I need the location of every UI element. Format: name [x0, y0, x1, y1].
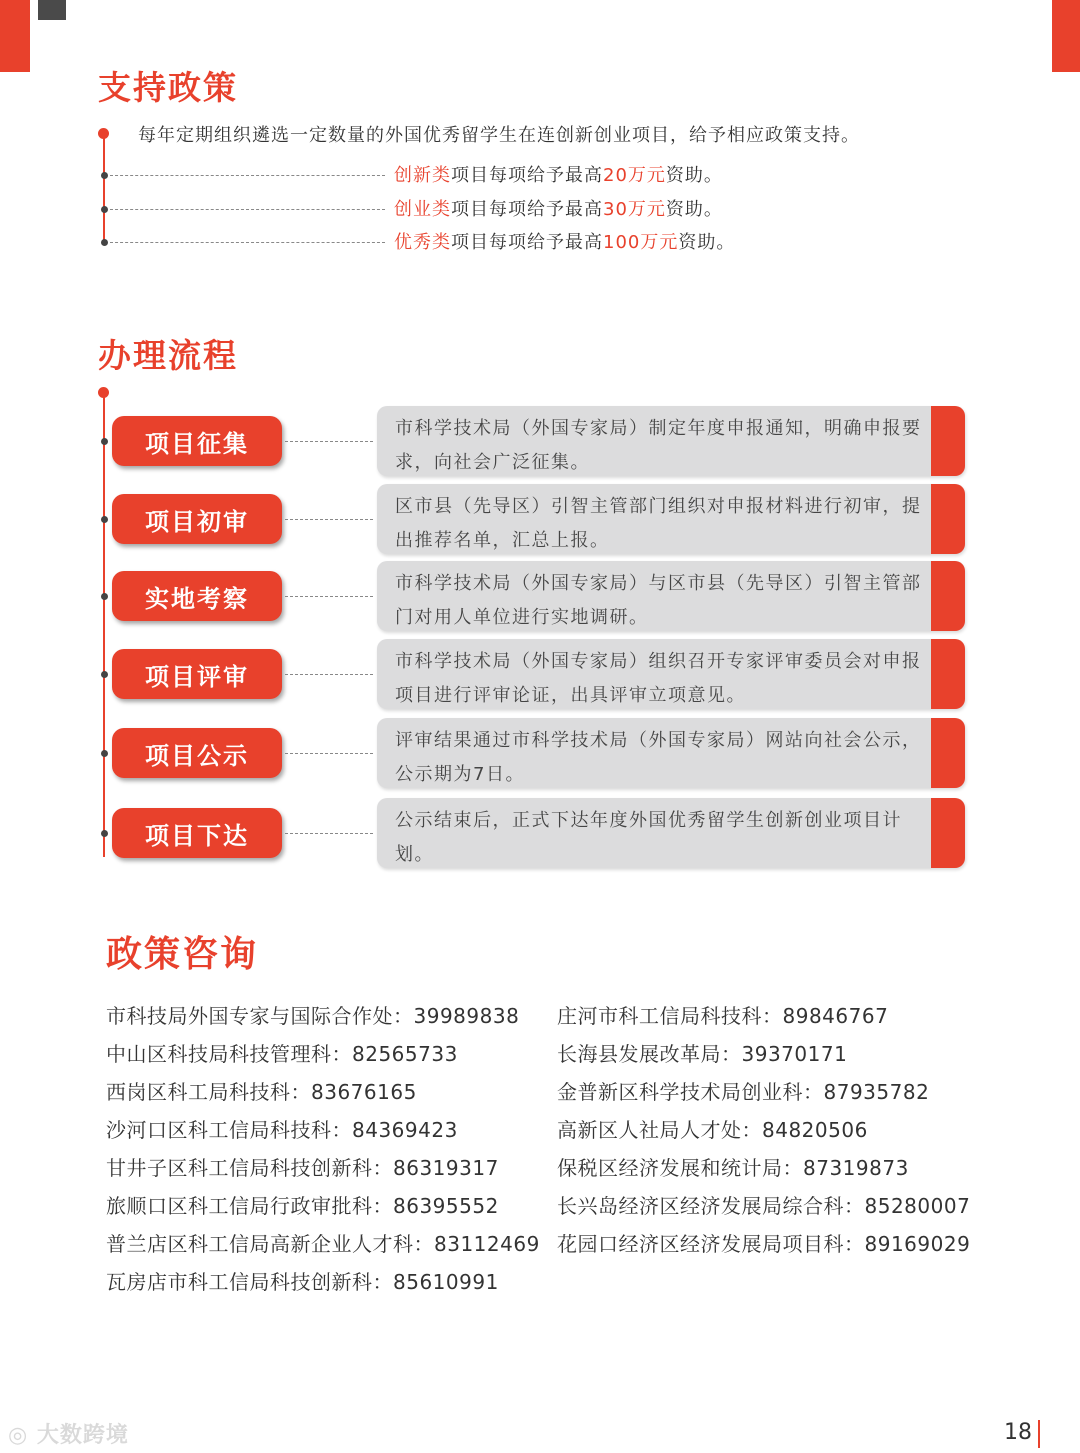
policy-item: [394, 228, 735, 254]
contact-item: 金普新区科学技术局创业科：87935782: [557, 1080, 930, 1104]
policy-item: [394, 161, 723, 187]
policy-item-text: 项目每项给予最高: [451, 165, 603, 186]
contact-item: 中山区科技局科技管理科：82565733: [106, 1042, 458, 1066]
step-connector: [285, 441, 373, 442]
step-connector: [285, 833, 373, 834]
step-label: 项目初审: [112, 494, 282, 544]
contact-item: 沙河口区科工信局科技科：84369423: [106, 1118, 458, 1142]
policy-title: 支持政策: [98, 68, 238, 107]
step-dot: [101, 593, 108, 600]
step-box-tab: [931, 484, 965, 554]
watermark-logo-icon: ◎: [8, 1423, 29, 1448]
policy-item-leader: [110, 175, 385, 176]
contact-item: 花园口经济区经济发展局项目科：89169029: [557, 1232, 971, 1256]
step-label: 项目公示: [112, 728, 282, 778]
policy-item-dot: [101, 206, 108, 213]
process-title: 办理流程: [98, 336, 238, 375]
policy-item-text-end: 资助。: [665, 165, 723, 186]
step-box-tab: [931, 406, 965, 476]
step-description-box: [377, 561, 965, 631]
step-description: 市科学技术局（外国专家局）制定年度申报通知，明确申报要求，向社会广泛征集。: [395, 418, 922, 473]
contact-item: 旅顺口区科工信局行政审批科：86395552: [106, 1194, 499, 1218]
page-number-bar: [1038, 1420, 1040, 1448]
step-description: 区市县（先导区）引智主管部门组织对申报材料进行初审，提出推荐名单，汇总上报。: [395, 496, 922, 551]
policy-item-leader: [110, 209, 385, 210]
policy-item-text-end: 资助。: [665, 199, 723, 220]
contact-item: 长海县发展改革局：39370171: [557, 1042, 848, 1066]
step-label: 项目下达: [112, 808, 282, 858]
step-connector: [285, 753, 373, 754]
watermark-text: 大数跨境: [36, 1423, 129, 1448]
step-box-tab: [931, 798, 965, 868]
contact-item: 甘井子区科工信局科技创新科：86319317: [106, 1156, 499, 1180]
policy-item-dot: [101, 239, 108, 246]
contact-item: 长兴岛经济区经济发展局综合科：85280007: [557, 1194, 971, 1218]
watermark: [8, 1418, 129, 1449]
step-dot: [101, 750, 108, 757]
policy-item-amount: 30万元: [603, 199, 666, 220]
corner-accent-left: [0, 0, 30, 72]
step-connector: [285, 519, 373, 520]
policy-item-amount: 20万元: [603, 165, 666, 186]
page-number: 18: [1004, 1420, 1032, 1445]
process-timeline: [103, 392, 105, 857]
contact-item: 瓦房店市科工信局科技创新科：85610991: [106, 1270, 499, 1294]
step-description-box: [377, 718, 965, 788]
step-description-box: [377, 798, 965, 868]
step-label: 项目征集: [112, 416, 282, 466]
step-box-tab: [931, 718, 965, 788]
policy-item: [394, 195, 723, 221]
contact-item: 西岗区科工局科技科：83676165: [106, 1080, 417, 1104]
step-description-box: [377, 639, 965, 709]
policy-item-category: 创业类: [394, 199, 451, 220]
step-box-tab: [931, 561, 965, 631]
contact-item: 市科技局外国专家与国际合作处：39989838: [106, 1004, 520, 1028]
step-label: 实地考察: [112, 571, 282, 621]
policy-timeline-dot: [98, 128, 109, 139]
policy-item-text: 项目每项给予最高: [451, 199, 603, 220]
policy-item-category: 创新类: [394, 165, 451, 186]
policy-item-text: 项目每项给予最高: [451, 232, 603, 253]
contact-item: 庄河市科工信局科技科：89846767: [557, 1004, 889, 1028]
corner-accent-right: [1052, 0, 1080, 72]
policy-item-text-end: 资助。: [678, 232, 736, 253]
policy-item-dot: [101, 172, 108, 179]
step-connector: [285, 674, 373, 675]
step-connector: [285, 596, 373, 597]
process-timeline-dot: [98, 387, 109, 398]
step-description-box: [377, 406, 965, 476]
consult-title: 政策咨询: [106, 934, 259, 975]
step-box-tab: [931, 639, 965, 709]
policy-item-leader: [110, 242, 385, 243]
step-description: 市科学技术局（外国专家局）组织召开专家评审委员会对申报项目进行评审论证，出具评审立项意见。: [395, 651, 922, 706]
contact-item: 普兰店区科工信局高新企业人才科：83112469: [106, 1232, 540, 1256]
policy-timeline: [103, 133, 105, 245]
step-dot: [101, 438, 108, 445]
contact-item: 保税区经济发展和统计局：87319873: [557, 1156, 909, 1180]
policy-intro: 每年定期组织遴选一定数量的外国优秀留学生在连创新创业项目，给予相应政策支持。: [138, 125, 860, 146]
step-description: 评审结果通过市科学技术局（外国专家局）网站向社会公示，公示期为7日。: [395, 730, 922, 785]
policy-item-category: 优秀类: [394, 232, 451, 253]
policy-item-amount: 100万元: [603, 232, 679, 253]
corner-square: [38, 0, 66, 20]
step-dot: [101, 830, 108, 837]
step-description: 公示结束后，正式下达年度外国优秀留学生创新创业项目计划。: [395, 810, 902, 865]
step-dot: [101, 671, 108, 678]
step-dot: [101, 516, 108, 523]
step-description: 市科学技术局（外国专家局）与区市县（先导区）引智主管部门对用人单位进行实地调研。: [395, 573, 922, 628]
step-label: 项目评审: [112, 649, 282, 699]
contact-item: 高新区人社局人才处：84820506: [557, 1118, 868, 1142]
step-description-box: [377, 484, 965, 554]
